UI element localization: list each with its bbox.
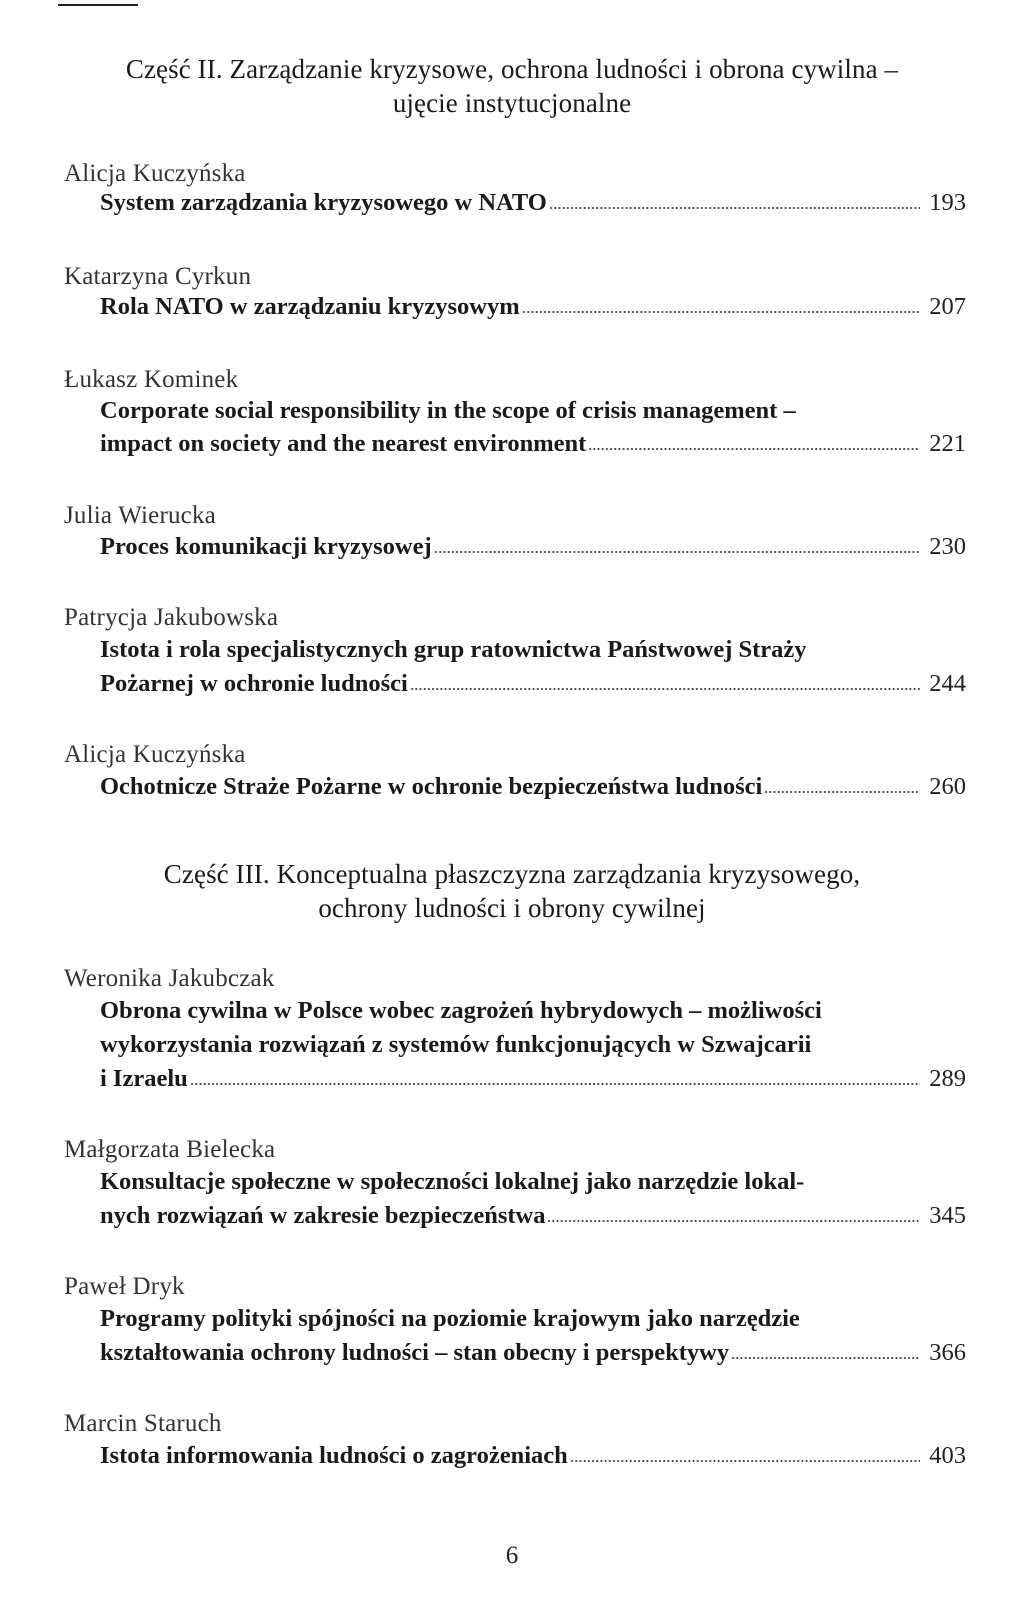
entry-author: Paweł Dryk: [64, 1273, 185, 1300]
entry-author: Julia Wierucka: [64, 502, 216, 529]
entry-title-line: Corporate social responsibility in the scope of crisis management –: [100, 397, 796, 424]
entry-title: Ochotnicze Straże Pożarne w ochronie bezpieczeństwa ludności: [100, 773, 763, 800]
dot-leader: [410, 669, 920, 691]
entry-page-number: 207: [929, 293, 966, 320]
top-rule: [58, 4, 138, 6]
entry-title: kształtowania ochrony ludności – stan obecny i perspektywy: [100, 1339, 730, 1366]
entry-title: System zarządzania kryzysowego w NATO: [100, 189, 547, 216]
dot-leader: [522, 292, 920, 314]
entry-title-leader-row: [100, 668, 966, 700]
entry-title-leader-row: [100, 187, 966, 219]
part-heading: [40, 857, 984, 925]
entry-title-leader-row: [100, 771, 966, 803]
entry-title-line: wykorzystania rozwiązań z systemów funkcjonujących w Szwajcarii: [100, 1031, 812, 1058]
entry-title-leader-row: [100, 531, 966, 563]
dot-leader: [764, 772, 920, 794]
part-heading-line: Część II. Zarządzanie kryzysowe, ochrona ludności i obrona cywilna –: [125, 54, 899, 84]
entry-page-number: 403: [929, 1442, 966, 1469]
entry-title-line: Programy polityki spójności na poziomie krajowym jako narzędzie: [100, 1305, 800, 1332]
entry-title-line: Istota i rola specjalistycznych grup ratownictwa Państwowej Straży: [100, 636, 807, 663]
entry-title: Istota informowania ludności o zagrożeniach: [100, 1442, 568, 1469]
dot-leader: [190, 1064, 920, 1086]
entry-title-leader-row: [100, 1063, 966, 1095]
entry-title-leader-row: [100, 428, 966, 460]
entry-page-number: 221: [929, 430, 966, 457]
entry-title: Rola NATO w zarządzaniu kryzysowym: [100, 293, 520, 320]
dot-leader: [434, 532, 920, 554]
entry-title-line: Konsultacje społeczne w społeczności lokalnej jako narzędzie lokal-: [100, 1168, 805, 1195]
entry-page-number: 244: [929, 670, 966, 697]
entry-author: Weronika Jakubczak: [64, 965, 275, 992]
entry-title: i Izraelu: [100, 1065, 188, 1092]
entry-author: Alicja Kuczyńska: [64, 741, 246, 768]
entry-title-line: Obrona cywilna w Polsce wobec zagrożeń hybrydowych – możliwości: [100, 997, 822, 1024]
entry-title: Proces komunikacji kryzysowej: [100, 533, 432, 560]
entry-page-number: 260: [929, 773, 966, 800]
entry-title: impact on society and the nearest environment: [100, 430, 587, 457]
entry-page-number: 366: [929, 1339, 966, 1366]
entry-page-number: 230: [929, 533, 966, 560]
dot-leader: [547, 1201, 920, 1223]
entry-title-leader-row: [100, 291, 966, 323]
entry-author: Łukasz Kominek: [64, 366, 239, 393]
dot-leader: [570, 1441, 920, 1463]
entry-page-number: 289: [929, 1065, 966, 1092]
entry-author: Małgorzata Bielecka: [64, 1136, 276, 1163]
entry-page-number: 345: [929, 1202, 966, 1229]
entry-author: Katarzyna Cyrkun: [64, 263, 252, 290]
entry-title-leader-row: [100, 1337, 966, 1369]
part-heading-line: ujęcie instytucjonalne: [392, 88, 632, 118]
dot-leader: [549, 188, 920, 210]
entry-title-leader-row: [100, 1440, 966, 1472]
dot-leader: [588, 429, 920, 451]
entry-author: Marcin Staruch: [64, 1410, 222, 1437]
dot-leader: [731, 1338, 920, 1360]
entry-author: Patrycja Jakubowska: [64, 604, 279, 631]
page-number: 6: [505, 1542, 519, 1569]
part-heading-line: ochrony ludności i obrony cywilnej: [318, 893, 706, 923]
entry-author: Alicja Kuczyńska: [64, 160, 246, 187]
entry-title-leader-row: [100, 1200, 966, 1232]
part-heading: [40, 52, 984, 120]
entry-title: Pożarnej w ochronie ludności: [100, 670, 408, 697]
entry-page-number: 193: [929, 189, 966, 216]
part-heading-line: Część III. Konceptualna płaszczyzna zarządzania kryzysowego,: [163, 859, 861, 889]
entry-title: nych rozwiązań w zakresie bezpieczeństwa: [100, 1202, 546, 1229]
